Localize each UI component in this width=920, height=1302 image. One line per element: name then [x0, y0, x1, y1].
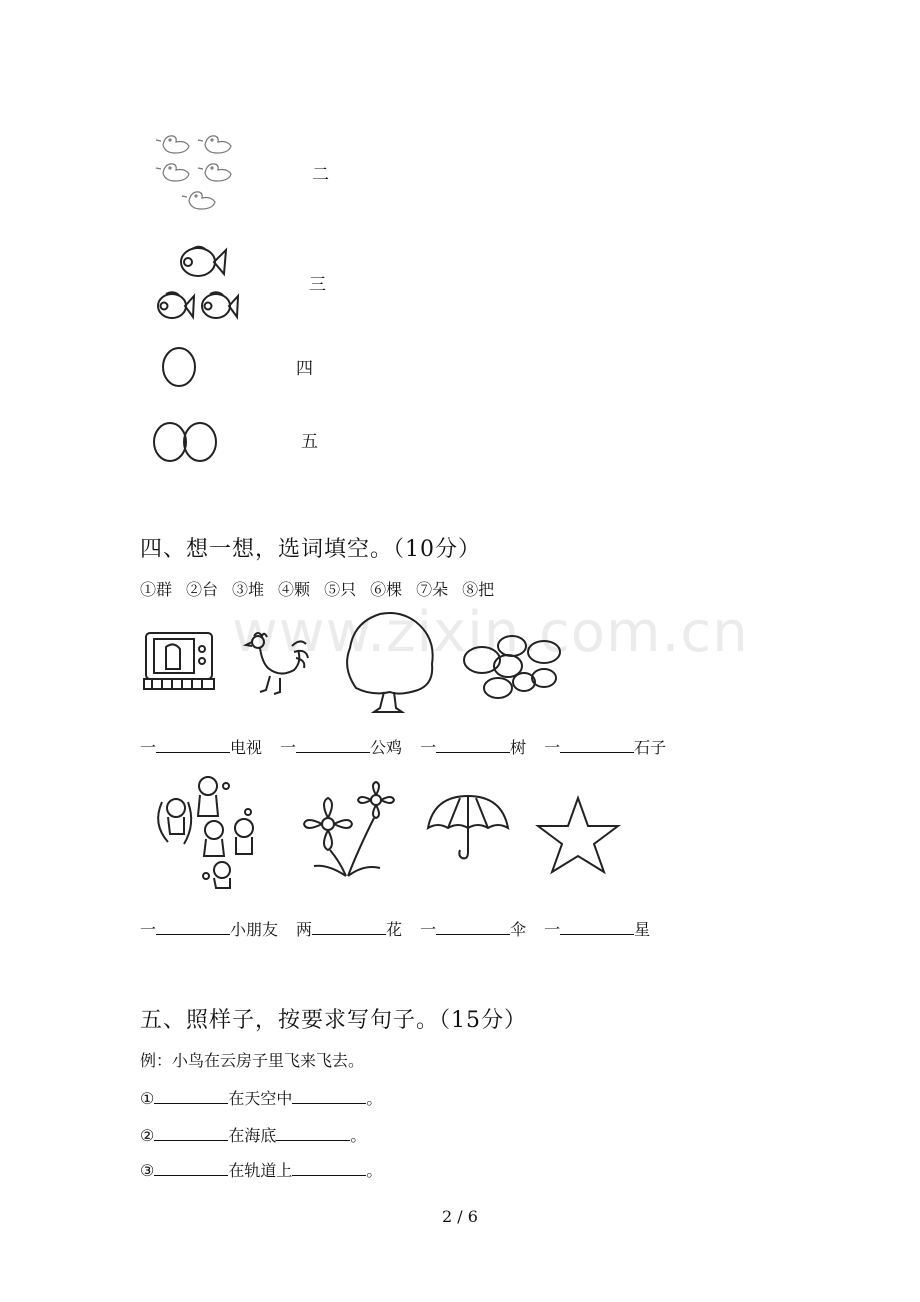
measure-word-row-1 [140, 735, 684, 758]
sentence-item-2: ② 在海底 。 [140, 1126, 367, 1145]
fill-item-rooster: 一 公鸡 [280, 738, 403, 757]
option: ⑦朵 [416, 580, 449, 599]
blank-input[interactable] [436, 920, 510, 935]
fish-icon [152, 240, 242, 328]
option: ②台 [186, 580, 219, 599]
umbrella-icon [424, 792, 514, 864]
fill-item-pebbles: 一 石子 [544, 738, 667, 757]
blank-input[interactable] [154, 1126, 228, 1141]
pebbles-icon [458, 630, 568, 710]
option: ③堆 [232, 580, 265, 599]
television-icon [140, 625, 220, 695]
rooster-icon [240, 628, 312, 700]
sentence-item-1: ① 在天空中 。 [140, 1089, 383, 1108]
double-circle [150, 420, 222, 470]
section4-heading: 四、想一想，选词填空。（10分） [140, 537, 481, 562]
watermark: www.zixin.com.cn [232, 600, 749, 665]
fill-item-tree: 一 树 [420, 738, 527, 757]
section5-heading: 五、照样子，按要求写句子。（15分） [140, 1008, 527, 1033]
blank-input[interactable] [560, 738, 634, 753]
blank-input[interactable] [156, 738, 230, 753]
count-label-two: 二 [312, 165, 329, 185]
blank-input[interactable] [154, 1161, 228, 1176]
blank-input[interactable] [276, 1126, 350, 1141]
sentence-item-3: ③ 在轨道上 。 [140, 1161, 383, 1180]
blank-input[interactable] [154, 1089, 228, 1104]
page-number: 2 / 6 [442, 1207, 478, 1226]
ducks-illustration [155, 125, 245, 224]
count-label-three: 三 [309, 275, 326, 295]
circle-icon [160, 345, 200, 389]
measure-word-row-2 [140, 917, 668, 940]
blank-input[interactable] [156, 920, 230, 935]
blank-input[interactable] [296, 738, 370, 753]
fill-item-star: 一 星 [544, 920, 651, 939]
flower-icon [298, 780, 398, 884]
blank-input[interactable] [312, 920, 386, 935]
tree-icon [340, 608, 440, 718]
children-icon [148, 772, 268, 892]
fill-item-tv: 一 电视 [140, 738, 263, 757]
option: ④颗 [278, 580, 311, 599]
count-label-five: 五 [301, 432, 318, 452]
fill-item-children: 一 小朋友 [140, 920, 279, 939]
duck-icon [155, 125, 245, 220]
example-sentence: 例：小鸟在云房子里飞来飞去。 [140, 1051, 365, 1070]
option: ⑧把 [462, 580, 495, 599]
circle-pair-icon [150, 420, 222, 466]
fill-item-umbrella: 一 伞 [420, 920, 527, 939]
blank-input[interactable] [292, 1089, 366, 1104]
blank-input[interactable] [436, 738, 510, 753]
fill-item-flower: 两 花 [296, 920, 403, 939]
option: ⑥棵 [370, 580, 403, 599]
count-label-four: 四 [296, 359, 313, 379]
fish-illustration [152, 240, 242, 332]
option: ⑤只 [324, 580, 357, 599]
option: ①群 [140, 580, 173, 599]
blank-input[interactable] [560, 920, 634, 935]
single-circle [160, 345, 200, 393]
star-icon [534, 794, 622, 876]
blank-input[interactable] [292, 1161, 366, 1176]
word-options [140, 577, 508, 600]
